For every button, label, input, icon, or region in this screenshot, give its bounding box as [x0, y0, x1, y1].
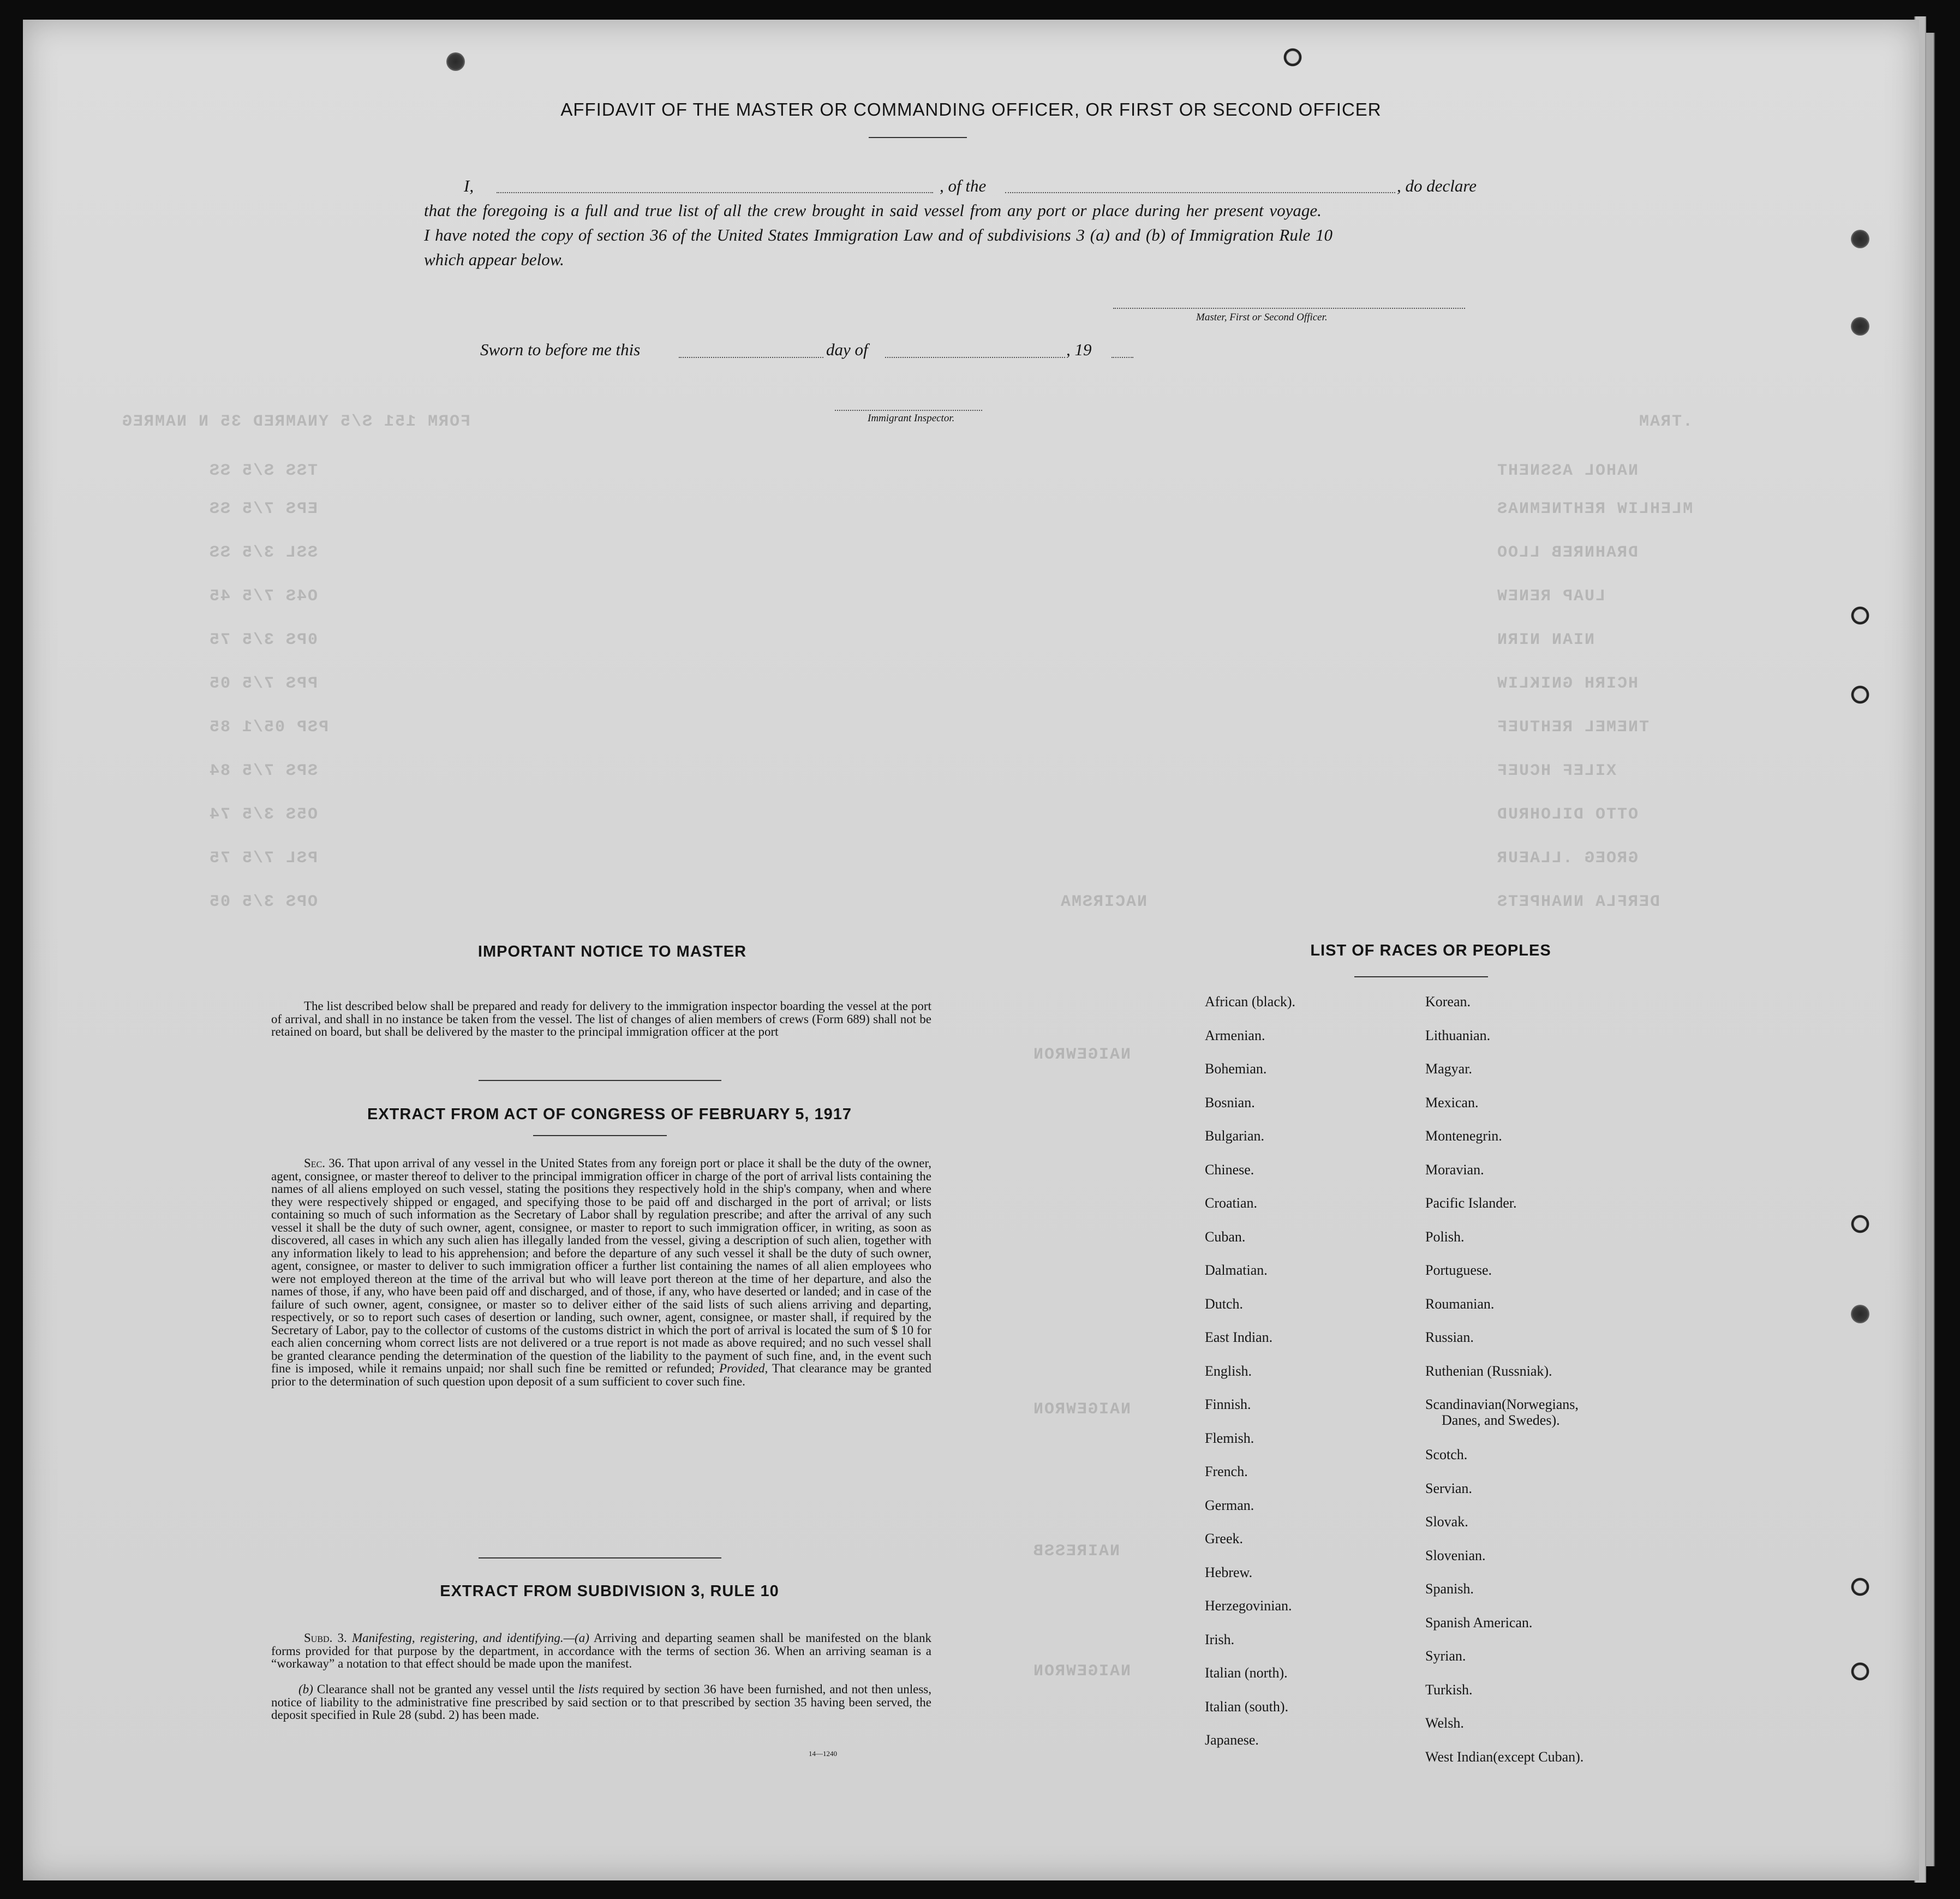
- race-item: Syrian.: [1425, 1648, 1466, 1664]
- punch-hole: [1283, 48, 1302, 67]
- subd-label: Subd. 3.: [304, 1631, 347, 1645]
- race-item: Spanish American.: [1425, 1614, 1533, 1631]
- punch-hole: [1851, 1578, 1869, 1596]
- affidavit-line-3: I have noted the copy of section 36 of the United States Immigration Law and of subdivisions 3 (a) and (b) of Immigration Rule 10: [424, 225, 1332, 244]
- race-item: Japanese.: [1205, 1732, 1259, 1748]
- vessel-prefix: , of the: [940, 176, 987, 195]
- race-item: Magyar.: [1425, 1061, 1472, 1077]
- act-rule: [533, 1135, 667, 1136]
- race-item: Dutch.: [1205, 1295, 1244, 1312]
- punch-hole: [1851, 317, 1869, 336]
- race-item: Italian (north).: [1205, 1665, 1288, 1681]
- race-item: Danes, and Swedes).: [1442, 1412, 1560, 1428]
- race-item: Bohemian.: [1205, 1061, 1267, 1077]
- race-item: Pacific Islander.: [1425, 1195, 1517, 1211]
- race-item: Korean.: [1425, 994, 1471, 1010]
- race-item: Croatian.: [1205, 1195, 1258, 1211]
- sworn-year-prefix: , 19: [1066, 340, 1092, 359]
- declare-suffix: , do declare: [1397, 176, 1477, 195]
- race-item: African (black).: [1205, 994, 1296, 1010]
- part-a-label: —(a): [563, 1631, 589, 1645]
- proviso-word: Provided,: [719, 1361, 768, 1375]
- race-item: West Indian(except Cuban).: [1425, 1748, 1584, 1765]
- race-item: Scandinavian(Norwegians,: [1425, 1396, 1579, 1412]
- part-b-text-2: required by section 36 have been furnished, and not then unless, notice of liability to the administrative fine prescribed by said section or to that prescribed by section 35 having been served, the deposit specified in Rule 28 (subd. 2) has been made.: [271, 1682, 932, 1722]
- notice-heading: IMPORTANT NOTICE TO MASTER: [477, 943, 747, 960]
- form-number: 14—1240: [809, 1749, 837, 1758]
- title-rule: [869, 137, 967, 138]
- part-b-lists: lists: [578, 1682, 599, 1696]
- declarant-prefix: I,: [464, 176, 474, 195]
- document-page: FORM 151 S/5 YNAMRED 35 N NAMREG .TRAM TSS S/5 SS EPS 7/5 SS SSL 3/5 SS O4S 7/5 45 0PS 3/5 75 PPS 7/5 05 PSP 05/1 85 SPS 7/5 84 O5S 3/5 74 PSL 7/5 75 OPS 3/5 05 NAHOL ASSNEHT MLEHLIW REHTNEMNAS DRAHNREB LLOO LUAP RENEW NIAN NIRN HCIRH GNIKLIW TNEMEL REHTUEF XILEF HCUEF OTTO DILOHRUD GROEG .LLAEUR DERFLA NNAHPETS NACIRSMA NAIGEWRON NAIGEWRON NAIRESSB NAIGEWRON AFFIDAVIT OF THE MASTER OR COMMANDING OFFICER, OR FIRST OR SECOND OFFICER I, , of the , do declare that the foregoing is a full and true list of all the crew brought in said vessel from any port or place during her present voyage. I have noted the copy of section 36 of the United States Immigration Law and of subdivisions 3 (a) and (b) of Immigration Rule 10 which appear below. Master, First or Second Officer. Sworn to before me this day of , 19 Immigrant Inspector. IMPORTANT NOTICE TO MASTER The list described below shall be prepared and ready for delivery to the immigration inspector boarding the vessel at the port of arrival, and shall in no instance be taken from the vessel. The list of changes of alien members of crews (Form 689) shall not be retained on board, but shall be delivered by the master to the principal immigration officer at the port EXTRACT FROM ACT OF CONGRESS OF FEBRUARY 5, 1917 Sec. 36. That upon arrival of any vessel in the United States from any foreign port or place it shall be the duty of the owner, agent, consignee, or master thereof to deliver to the principal immigration officer in charge of the port of arrival lists containing the names of all aliens employed on such vessel, stating the positions they respectively hold in the ship's company, when and where they were respectively shipped or engaged, and specifying those to be paid off and discharged in the port of arrival; or lists containing so much of such information as the Secretary of Labor shall by regulation prescribe; and after the arrival of any such vessel it shall be the duty of such owner, agent, consignee, or master to report to such immigration officer, in writing, as soon as discovered, all cases in which any such alien has illegally landed from the vessel, giving a description of such alien, together with any information likely to lead to his apprehension; and before the departure of any such vessel it shall be the duty of such owner, agent, consignee, or master to deliver to such immigration officer a further list containing the names of all alien employees who were not employed thereon at the time of the arrival but who will leave port thereon at the time of her departure, and also the names of those, if any, who have been paid off and discharged, and of those, if any, who have deserted or landed; and in case of the failure of such owner, agent, consignee, or master so to deliver either of the said lists of such aliens arriving and departing, respectively, or so to report such cases of desertion or landing, such owner, agent, consignee, or master shall, if required by the Secretary of Labor, pay to the collector of customs of the customs district in which the port of arrival is located the sum of $ 10 for each alien concerning whom correct lists are not delivered or a true report is not made as above required; and no such vessel shall be granted clearance pending the determination of the question of the liability to the payment of such fine, and, in the event such fine is imposed, while it remains unpaid; nor shall such fine be remitted or refunded; Provided, That clearance may be granted prior to the determination of such question upon deposit of a sum sufficient to cover such fine. EXTRACT FROM SUBDIVISION 3, RULE 10 Subd. 3. Manifesting, registering, and identifying.—(a) Arriving and departing seamen shall be manifested on the blank forms provided for that purpose by the department, in accordance with the terms of section 36. When an arriving seaman is a “workaway” a notation to that effect should be made upon the manifest. (b) Clearance shall not be granted any vessel until the lists required by section 36 have been furnished, and not then unless, notice of liability to the administrative fine prescribed by said section or to that prescribed by section 35 having been served, the deposit specified in Rule 28 (subd. 2) has been made. 14—1240 LIST OF RACES OR PEOPLES African (black). Armenian. Bohemian. Bosnian. Bulgarian. Chinese. Croatian. Cuban. Dalmatian. Dutch. East Indian. English. Finnish. Flemish. French. German. Greek. Hebrew. Herzegovinian. Irish. Italian (north). Italian (south). Japanese. Korean. Lithuanian. Magyar. Mexican. Montenegrin. Moravian. Pacific Islander. Polish. Portuguese. Roumanian. Russian. Ruthenian (Russniak). Scandinavian(Norwegians, Danes, and Swedes). Scotch. Servian. Slovak. Slovenian. Spanish. Spanish American. Syrian. Turkish. Welsh. West Indian(except Cuban).: [23, 20, 1919, 1880]
- race-item: Servian.: [1425, 1480, 1472, 1496]
- race-item: Ruthenian (Russniak).: [1425, 1363, 1552, 1379]
- race-item: Dalmatian.: [1205, 1262, 1268, 1278]
- race-item: East Indian.: [1205, 1329, 1273, 1345]
- races-right-column: [1425, 985, 1583, 1773]
- signature-field[interactable]: [1113, 308, 1465, 309]
- race-item: Russian.: [1425, 1329, 1474, 1345]
- signature-label: Master, First or Second Officer.: [1196, 312, 1328, 323]
- affidavit-title: AFFIDAVIT OF THE MASTER OR COMMANDING OFFICER, OR FIRST OR SECOND OFFICER: [560, 99, 1382, 120]
- race-item: Turkish.: [1425, 1681, 1473, 1698]
- sworn-day-field[interactable]: [679, 357, 823, 358]
- races-left-column: [1205, 985, 1295, 1757]
- affidavit-line-4: which appear below.: [424, 250, 564, 269]
- affidavit-line-2: that the foregoing is a full and true list of all the crew brought in said vessel from any port or place during her present voyage.: [424, 201, 1322, 220]
- act-body: [271, 1157, 931, 1388]
- race-item: Slovenian.: [1425, 1547, 1486, 1563]
- race-item: Armenian.: [1205, 1027, 1265, 1043]
- rule-body-b: [271, 1683, 931, 1722]
- race-item: Chinese.: [1205, 1161, 1254, 1178]
- race-item: English.: [1205, 1363, 1252, 1379]
- race-item: Bulgarian.: [1205, 1128, 1265, 1144]
- vessel-name-field[interactable]: [1005, 192, 1395, 193]
- race-item: Roumanian.: [1425, 1295, 1495, 1312]
- section-label: Sec. 36.: [304, 1156, 345, 1170]
- notice-text: The list described below shall be prepared and ready for delivery to the immigration inspector boarding the vessel at the port of arrival, and shall in no instance be taken from the vessel. The list of changes of alien members of crews (Form 689) shall not be retained on board, but shall be delivered by the master to the principal immigration officer at the port: [271, 999, 931, 1038]
- race-item: Flemish.: [1205, 1430, 1254, 1446]
- race-item: Herzegovinian.: [1205, 1598, 1292, 1614]
- race-item: Scotch.: [1425, 1447, 1468, 1462]
- race-item: German.: [1205, 1497, 1254, 1513]
- notice-body: [271, 1000, 931, 1038]
- part-b-label: (b): [298, 1682, 313, 1696]
- section-36-text: That upon arrival of any vessel in the United States from any foreign port or place it shall be the duty of the owner, agent, consignee, or master thereof to deliver to the principal immigration officer in charge of the port of arrival lists containing the names of all aliens employed on such vessel, stating the positions they respectively hold in the ship's company, when and where they were respectively shipped or engaged, and specifying those to be paid off and discharged in the port of arrival; or lists containing so much of such information as the Secretary of Labor shall by regulation prescribe; and after the arrival of any such vessel it shall be the duty of such owner, agent, consignee, or master to report to such immigration officer, in writing, as soon as discovered, all cases in which any such alien has illegally landed from the vessel, giving a description of such alien, together with any information likely to lead to his apprehension; and before the departure of any such vessel it shall be the duty of such owner, agent, consignee, or master to deliver to such immigration officer a further list containing the names of all alien employees who were not employed thereon at the time of the arrival but who will leave port thereon at the time of her departure, and also the names of those, if any, who have been paid off and discharged, and of those, if any, who have deserted or landed; and in case of the failure of such owner, agent, consignee, or master so to deliver either of the said lists of such aliens arriving and departing, respectively, or so to report such cases of desertion or landing, such owner, agent, consignee, or master shall, if required by the Secretary of Labor, pay to the collector of customs of the customs district in which the port of arrival is located the sum of $ 10 for each alien concerning whom correct lists are not delivered or a true report is not made as above required; and no such vessel shall be granted clearance pending the determination of the question of the liability to the payment of such fine, and, in the event such fine is imposed, while it remains unpaid; nor shall such fine be remitted or refunded;: [271, 1156, 931, 1375]
- race-item: Finnish.: [1205, 1396, 1251, 1412]
- proviso-text: That clearance may be granted prior to the determination of such question upon deposit of a sum sufficient to cover such fine.: [271, 1361, 932, 1388]
- race-item: Irish.: [1205, 1631, 1235, 1647]
- races-heading: LIST OF RACES OR PEOPLES: [1310, 942, 1551, 959]
- punch-hole: [1851, 685, 1869, 704]
- race-item: Hebrew.: [1205, 1564, 1253, 1580]
- race-item: Bosnian.: [1205, 1094, 1255, 1110]
- sworn-prefix: Sworn to before me this: [480, 340, 641, 359]
- races-rule: [1354, 976, 1488, 977]
- sworn-day-of: day of: [826, 340, 868, 359]
- race-item: Cuban.: [1205, 1228, 1246, 1245]
- part-b-text-1: Clearance shall not be granted any vessel until the: [316, 1682, 575, 1696]
- next-page-edge-shadow: [1926, 33, 1935, 1866]
- punch-hole: [1851, 230, 1869, 248]
- race-item: Italian (south).: [1205, 1698, 1289, 1715]
- race-item: Welsh.: [1425, 1715, 1464, 1731]
- sworn-year-field[interactable]: [1112, 357, 1133, 358]
- race-item: Polish.: [1425, 1228, 1465, 1245]
- inspector-label: Immigrant Inspector.: [868, 413, 955, 424]
- rule-heading: EXTRACT FROM SUBDIVISION 3, RULE 10: [440, 1582, 779, 1600]
- race-item: Montenegrin.: [1425, 1128, 1502, 1144]
- race-item: French.: [1205, 1464, 1248, 1479]
- act-end-rule: [479, 1557, 721, 1558]
- punch-hole: [1851, 1215, 1869, 1233]
- notice-rule: [479, 1080, 721, 1081]
- subd-title: Manifesting, registering, and identifying.: [351, 1631, 564, 1645]
- race-item: Greek.: [1205, 1531, 1244, 1546]
- race-item: Portuguese.: [1425, 1262, 1492, 1278]
- race-item: Moravian.: [1425, 1161, 1484, 1178]
- rule-body-a: [271, 1632, 931, 1670]
- race-item: Spanish.: [1425, 1581, 1474, 1597]
- punch-hole: [1851, 1305, 1869, 1323]
- punch-hole: [1851, 606, 1869, 625]
- race-item: Lithuanian.: [1425, 1027, 1491, 1043]
- inspector-signature-field[interactable]: [835, 410, 982, 411]
- punch-hole: [446, 52, 465, 71]
- punch-hole: [1851, 1662, 1869, 1681]
- sworn-month-field[interactable]: [885, 357, 1065, 358]
- act-heading: EXTRACT FROM ACT OF CONGRESS OF FEBRUARY 5, 1917: [367, 1106, 852, 1123]
- race-item: Mexican.: [1425, 1094, 1479, 1110]
- declarant-name-field[interactable]: [497, 192, 933, 193]
- race-item: Slovak.: [1425, 1514, 1468, 1530]
- part-a-text: Arriving and departing seamen shall be manifested on the blank forms provided for that purpose by the department, in accordance with the terms of section 36. When an arriving seaman is a “workaway” a notation to that effect should be made upon the manifest.: [271, 1631, 931, 1670]
